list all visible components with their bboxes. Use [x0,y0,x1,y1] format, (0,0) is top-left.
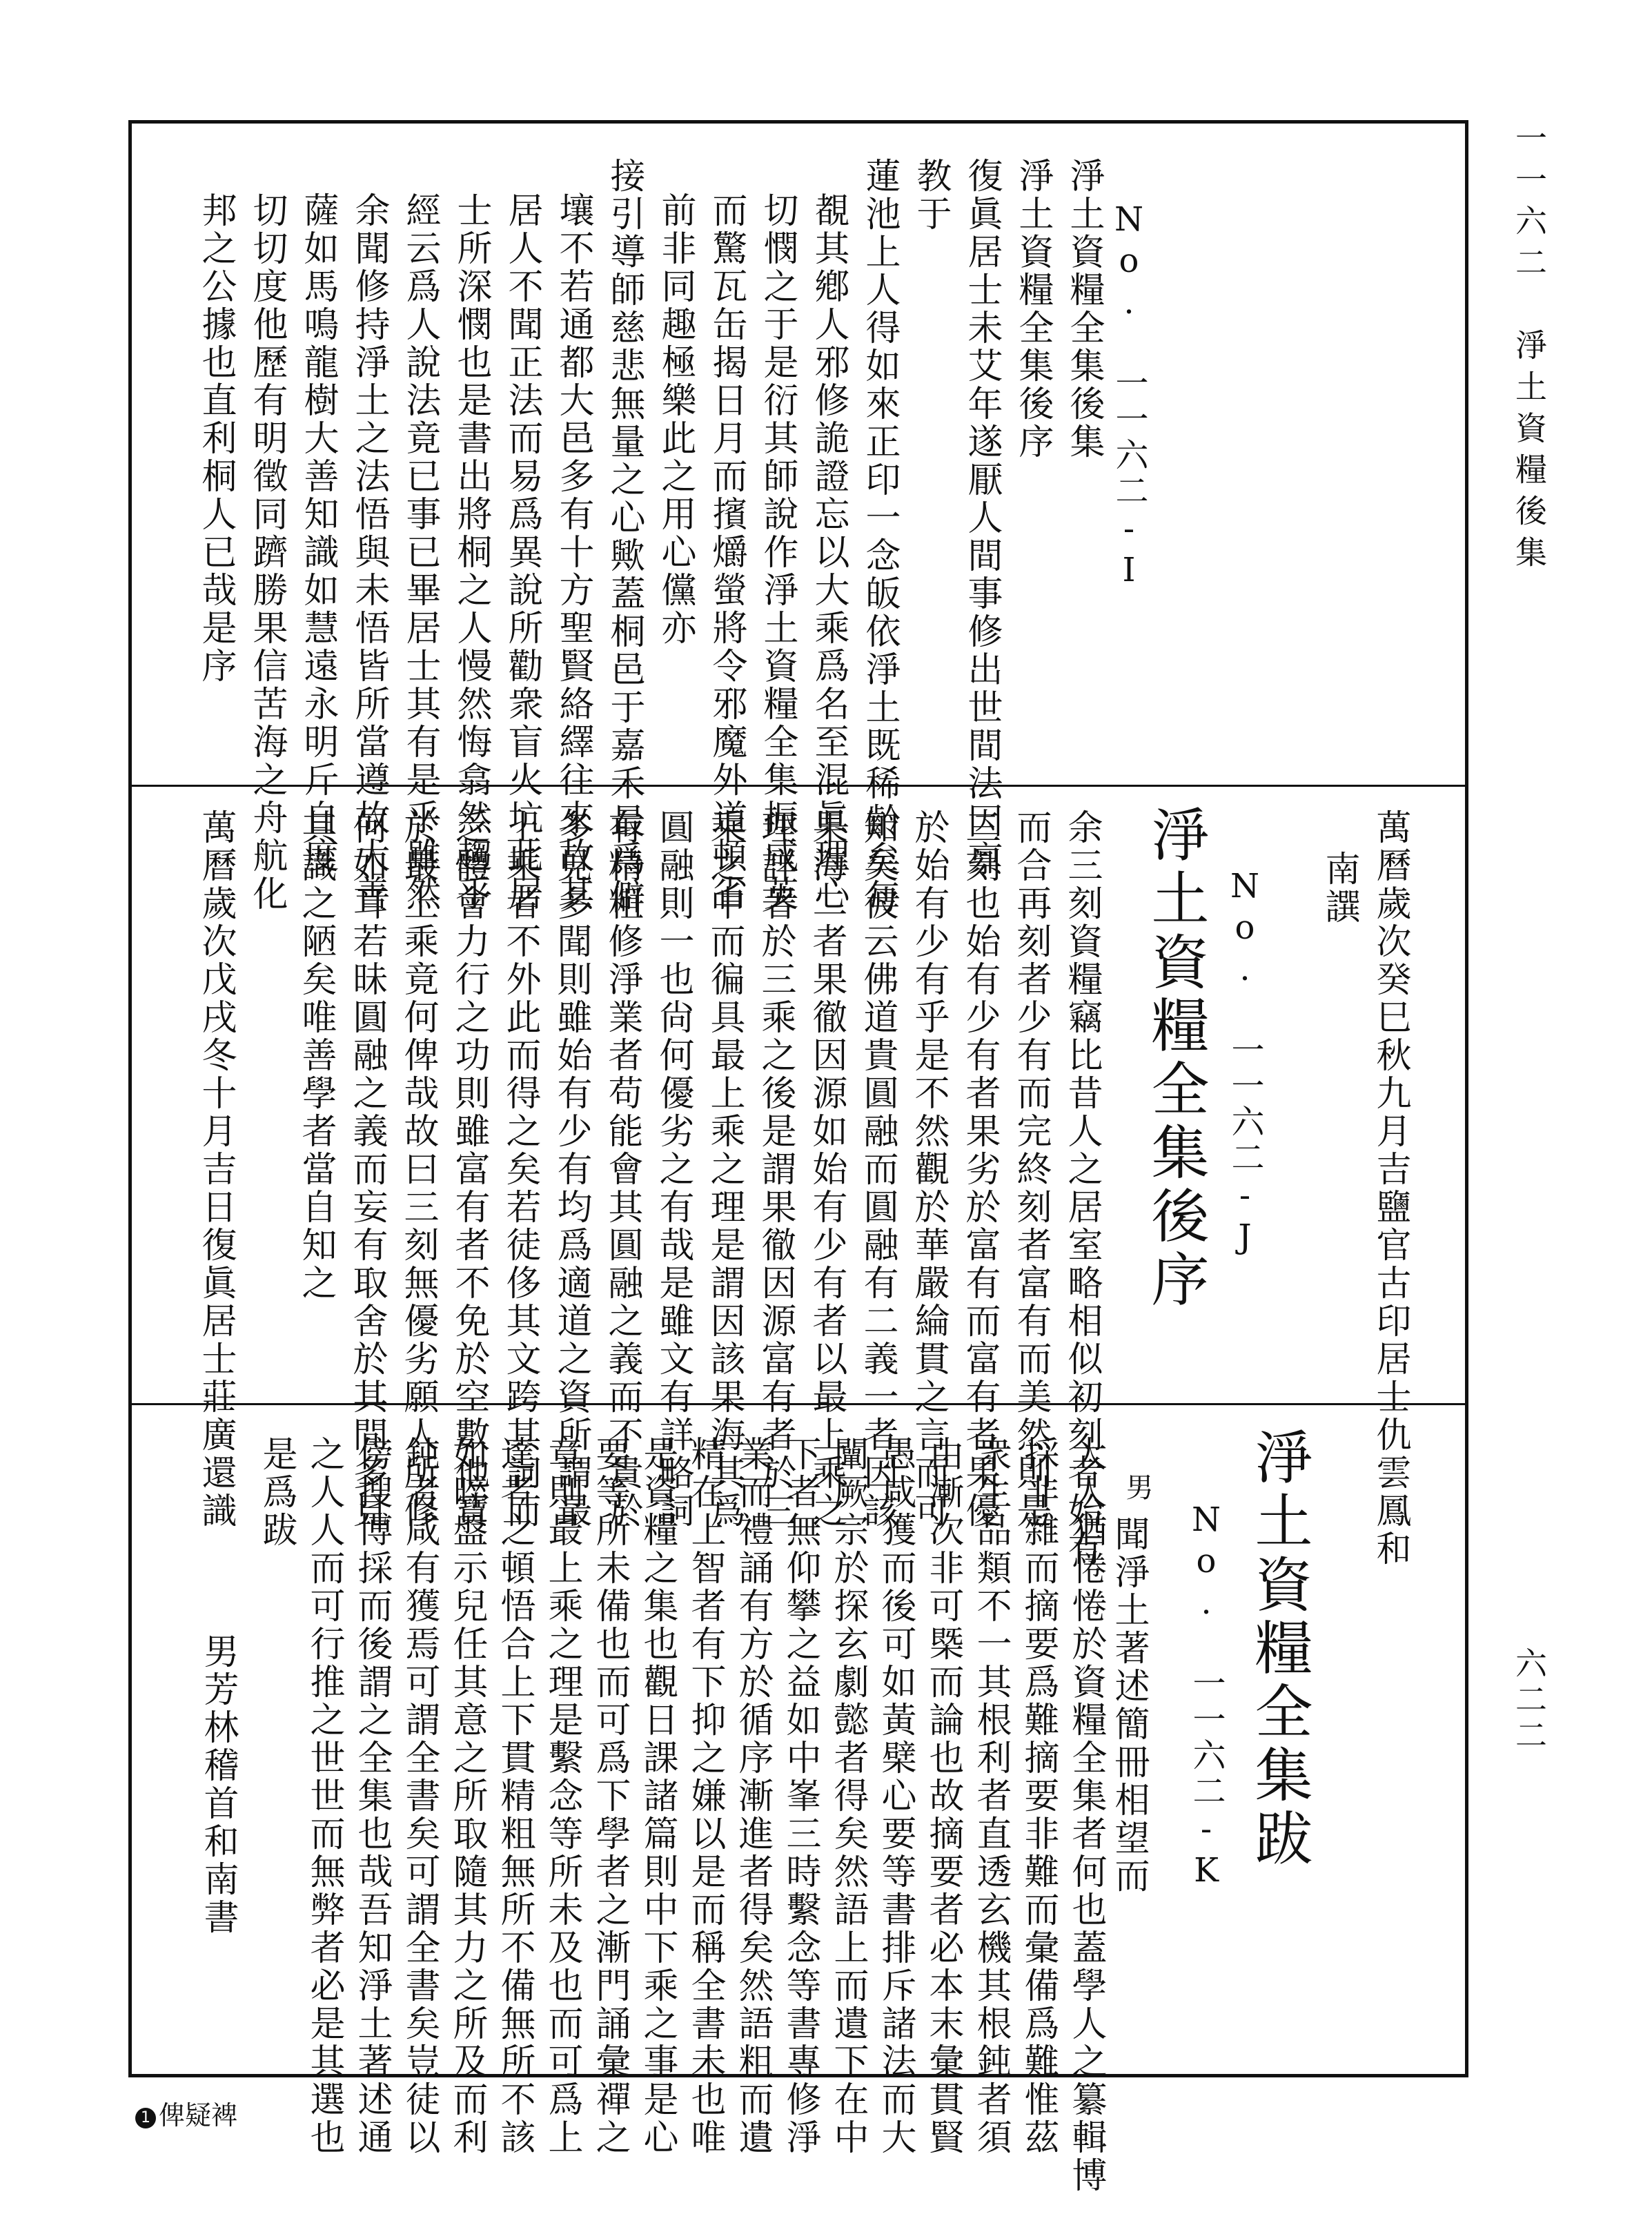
section-j-line: 余三刻資糧竊比昔人之居室略相似初刻者始有 [1061,809,1102,1568]
section-k-line: 傍搜博採而後謂之全集也哉吾知淨土著述通 [351,1436,392,2157]
section-i-line: 居人不聞正法而易爲異說所勸衆盲火坑此居 [502,192,542,913]
section-i-line: 接引導師慈悲無量之心歟蓋桐邑于嘉禾最爲僻 [604,157,645,917]
section-k-line: 章則最上乘之理是繫念等所未及也而可爲上 [542,1436,582,2157]
section-i-line: 蓮池上人得如來正印一念皈依淨土既稀齡矣每 [859,157,900,917]
section-k-intro: 聞淨土著述簡冊相望而 [1108,1516,1149,1895]
section-k-intro-prefix: 男 [1121,1473,1153,1503]
section-i-line: 教于 [910,157,951,233]
section-j-line: 何如耳若昧圓融之義而妄有取舍於其間多見 [346,809,387,1530]
section-k-signoff: 男芳林稽首和南書 [197,1633,238,1937]
section-i-line: 復眞居士未艾年遂厭人間事修出世間法因禀 [961,157,1002,879]
section-i-line: 薩如馬鳴龍樹大善知識如慧遠永明斤自度 [297,192,338,875]
section-i-line: 覩其鄕人邪修詭證忘以大乘爲名至混眞理心 [808,192,849,913]
section-i-number: No. 一一六二‐I [1110,200,1148,592]
section-i-line: 而驚瓦缶揭日月而擯爝螢將令邪魔外道頓省 [706,192,747,913]
section-j-line: 上乘者不外此而得之矣若徒侈其文跨其詞而 [500,809,540,1530]
section-j-line: 乏體會力行之功則雖富有者不免於空數他寶 [449,809,489,1530]
section-k-line: 採非雜而摘要爲難摘要非難而彙備爲難惟茲 [1018,1436,1059,2157]
section-k-line: 如晬盤示兒任其意之所取隨其力之所及而利 [446,1436,487,2157]
section-i-title: 淨土資糧全集後集 [1063,157,1104,461]
section-k-line: 之人人而可行推之世世而無弊者必是其選也 [304,1436,344,2157]
section-j-line: 三刻也始有少有者果劣於富有而富有者果優 [959,809,1000,1530]
section-k-number: No. 一一六二‐K [1187,1500,1226,1892]
section-j-line: 理詳著於三乘之後是謂果徹因源富有者於三 [755,809,796,1530]
section-k-line: 愚咸獲而後可如黃檗心要等書排斥諸法而大 [875,1436,916,2157]
section-j-number: No. 一一六二‐J [1226,867,1264,1259]
section-k-title: 淨土資糧全集跋 [1246,1427,1313,1872]
footnote [135,2094,237,2132]
section-j-title: 淨土資糧全集後序 [1142,805,1210,1313]
section-k-line: 下者無仰攀之益如中峯三時繫念等書專修淨 [780,1436,820,2157]
section-i-line: 壤不若通都大邑多有十方聖賢絡繹往來故其 [553,192,593,913]
section-j-line: 其識之陋矣唯善學者當自知之 [295,809,336,1302]
section-j-line: 於始有少有乎是不然觀於華嚴綸貫之言而可 [908,809,949,1530]
section-divider-bottom [132,1403,1465,1405]
section-k-line: 鈍者咸有獲焉可謂全書矣可謂全書矣豈徒以 [399,1436,440,2157]
section-j-line: 知矣彼云佛道貴圓融而圓融有二義一者因該 [857,809,898,1530]
section-i-line: 余聞修持淨土之法悟與未悟皆所當遵故大善 [348,192,389,913]
section-i-line: 淨土資糧全集後序 [1012,157,1053,461]
section-i-line: 士所深憫也是書出將桐之人慢然悔翕然趨乎 [451,192,491,913]
section-i-line: 前非同趣極樂此之用心儻亦 [655,192,696,647]
section-k-line: 是資糧之集也觀日課諸篇則中下乘之事是心 [637,1436,678,2157]
footnote-marker: 1 [135,2108,156,2128]
page-number: 六二二 [1511,1647,1548,1754]
footnote-text: 俾疑裨 [159,2100,238,2131]
section-j-line: 乘之中而徧具最上乘之理是謂因該果海其爲 [704,809,745,1530]
section-k-line: 大人猶惓惓於資糧全集者何也蓋學人之纂輯博 [1065,1436,1106,2195]
section-k-line: 達者之頓悟合上下貫精粗無所不備無所不該 [494,1436,535,2157]
section-j-line: 圓融則一也尙何優劣之有哉是雖文有詳略詞 [653,809,694,1530]
section-k-line: 精在上智者有下抑之嫌以是而稱全書未也唯 [685,1436,725,2157]
running-header: 一一六二 淨土資糧後集 [1511,121,1548,577]
section-i-line: 經云爲人說法竟已事已畢居士其有是乎雖然 [400,192,440,913]
section-j-date-line: 萬曆歲次戊戌冬十月吉日復眞居士莊廣還識 [195,809,236,1530]
section-j-line: 於最上乘竟何俾哉故曰三刻無優劣願人所修 [397,809,438,1530]
section-j-line: 多見多聞則雖始有少有均爲適道之資所謂最 [551,809,591,1530]
section-i-line: 邦之公據也直利桐人已哉是序 [195,192,236,685]
section-j-line: 果海二者果徹因源如始有少有者以最上乘之 [806,809,847,1530]
section-j-line: 有精粗修淨業者苟能會其圓融之義而不貴於 [602,809,642,1530]
section-i-line: 切憫之于是衍其師說作淨土資糧全集振咸英 [757,192,798,913]
section-k-line: 業而禮誦有方於循序漸進者得矣然語粗而遺 [732,1436,773,2157]
section-k-line: 闡厥宗於探玄劇懿者得矣然語上而遺下在中 [827,1436,868,2157]
section-j-author-suffix: 南譔 [1319,850,1359,926]
section-k-line: 衆生品類不一其根利者直透玄機其根鈍者須 [970,1436,1011,2157]
section-j-author-line: 萬曆歲次癸巳秋九月吉鹽官古印居士仇雲鳳和 [1370,809,1410,1568]
section-k-line: 是爲跋 [256,1436,297,1549]
section-k-line: 由漸次非可槩而論也故摘要者必本末彙貫賢 [923,1436,963,2157]
section-k-line: 要等所未備也而可爲下學者之漸門誦彙禪之 [589,1436,630,2157]
section-i-line: 切切度他歷有明徵同躋勝果信苦海之舟航化 [246,192,287,913]
section-j-line: 而合再刻者少有而完終刻者富有而美然則是 [1010,809,1051,1530]
